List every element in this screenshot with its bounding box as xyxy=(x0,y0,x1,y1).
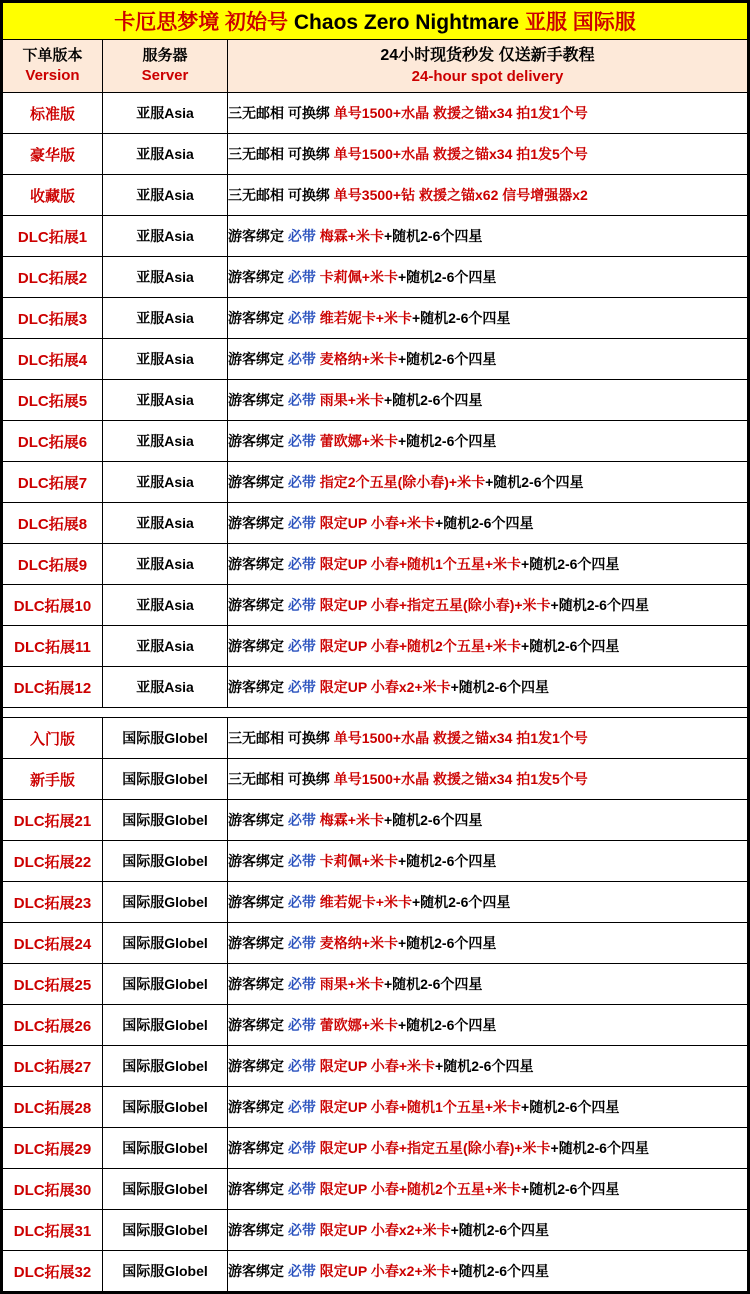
content-cell xyxy=(228,718,748,759)
version-cell[interactable]: DLC拓展27 xyxy=(3,1046,103,1087)
content-segment: +随机2-6个四星 xyxy=(521,1181,620,1197)
server-cell: 国际服Globel xyxy=(103,882,228,923)
content-segment: 限定UP 小春+指定五星(除小春)+米卡 xyxy=(319,1140,551,1156)
table-row[interactable] xyxy=(3,1251,748,1292)
content-cell xyxy=(228,882,748,923)
content-segment: +随机2-6个四星 xyxy=(383,812,483,828)
table-row[interactable] xyxy=(3,93,748,134)
version-cell[interactable]: 豪华版 xyxy=(3,134,103,175)
server-cell: 亚服Asia xyxy=(103,257,228,298)
server-cell: 国际服Globel xyxy=(103,1210,228,1251)
content-segment: 必带 xyxy=(287,433,320,449)
content-segment: 游客绑定 xyxy=(228,1263,288,1279)
server-cell: 国际服Globel xyxy=(103,1046,228,1087)
server-cell: 亚服Asia xyxy=(103,216,228,257)
version-cell[interactable]: DLC拓展25 xyxy=(3,964,103,1005)
version-cell[interactable]: DLC拓展4 xyxy=(3,339,103,380)
table-body xyxy=(3,3,748,1292)
content-cell xyxy=(228,216,748,257)
content-segment: 卡莉佩+米卡 xyxy=(319,853,398,869)
table-row[interactable] xyxy=(3,339,748,380)
content-segment: 限定UP 小春+米卡 xyxy=(319,1058,436,1074)
header-server-cell xyxy=(103,40,228,93)
version-cell[interactable]: DLC拓展10 xyxy=(3,585,103,626)
content-segment: 游客绑定 xyxy=(228,351,288,367)
table-row[interactable] xyxy=(3,1005,748,1046)
price-table xyxy=(2,2,748,1292)
content-segment: +随机2-6个四星 xyxy=(397,351,497,367)
content-segment: +随机2-6个四星 xyxy=(383,392,483,408)
content-segment: 必带 xyxy=(287,474,320,490)
content-segment: 单号1500+水晶 救援之锚x34 拍1发1个号 xyxy=(333,730,588,746)
version-cell[interactable]: DLC拓展9 xyxy=(3,544,103,585)
content-segment: 游客绑定 xyxy=(228,894,288,910)
content-segment: 游客绑定 xyxy=(228,1017,288,1033)
version-cell[interactable]: DLC拓展29 xyxy=(3,1128,103,1169)
content-cell xyxy=(228,841,748,882)
content-segment: 蕾欧娜+米卡 xyxy=(319,1017,398,1033)
content-segment: 蕾欧娜+米卡 xyxy=(319,433,398,449)
server-cell: 亚服Asia xyxy=(103,503,228,544)
table-row[interactable] xyxy=(3,964,748,1005)
content-segment: +随机2-6个四星 xyxy=(450,679,550,695)
content-segment: 梅霖+米卡 xyxy=(319,812,384,828)
content-segment: 必带 xyxy=(287,1058,320,1074)
column-header-row xyxy=(3,40,748,93)
version-cell[interactable]: 新手版 xyxy=(3,759,103,800)
content-cell xyxy=(228,257,748,298)
table-row[interactable] xyxy=(3,1210,748,1251)
content-segment: 限定UP 小春+随机1个五星+米卡 xyxy=(319,1099,522,1115)
server-cell: 亚服Asia xyxy=(103,298,228,339)
content-cell xyxy=(228,93,748,134)
content-segment: 限定UP 小春+随机1个五星+米卡 xyxy=(319,556,522,572)
table-row[interactable] xyxy=(3,718,748,759)
server-cell: 亚服Asia xyxy=(103,380,228,421)
content-segment: 必带 xyxy=(287,976,320,992)
header-main-cell xyxy=(228,40,748,93)
server-cell: 国际服Globel xyxy=(103,1128,228,1169)
table-row[interactable] xyxy=(3,841,748,882)
content-segment: 必带 xyxy=(287,556,320,572)
title-cn-right: 亚服 国际服 xyxy=(519,11,636,34)
content-segment: 单号1500+水晶 救援之锚x34 拍1发5个号 xyxy=(333,146,588,162)
version-cell[interactable]: 收藏版 xyxy=(3,175,103,216)
server-cell: 国际服Globel xyxy=(103,800,228,841)
content-cell xyxy=(228,923,748,964)
content-segment: 游客绑定 xyxy=(228,1181,288,1197)
table-row[interactable] xyxy=(3,585,748,626)
content-segment: 必带 xyxy=(287,1099,320,1115)
header-version-cn: 下单版本 xyxy=(22,46,83,64)
version-cell[interactable]: DLC拓展3 xyxy=(3,298,103,339)
title-en: Chaos Zero Nightmare xyxy=(293,11,520,34)
server-cell: 亚服Asia xyxy=(103,339,228,380)
content-segment: 限定UP 小春+米卡 xyxy=(319,515,436,531)
server-cell: 国际服Globel xyxy=(103,1087,228,1128)
content-segment: 雨果+米卡 xyxy=(319,976,384,992)
content-segment: 必带 xyxy=(287,1017,320,1033)
content-segment: 限定UP 小春x2+米卡 xyxy=(319,679,451,695)
content-segment: 三无邮相 可换绑 xyxy=(228,187,334,203)
content-cell xyxy=(228,462,748,503)
content-segment: +随机2-6个四星 xyxy=(397,433,497,449)
content-cell xyxy=(228,1251,748,1292)
server-cell: 国际服Globel xyxy=(103,1169,228,1210)
content-segment: 游客绑定 xyxy=(228,812,288,828)
content-segment: 单号1500+水晶 救援之锚x34 拍1发5个号 xyxy=(333,771,588,787)
content-cell xyxy=(228,626,748,667)
title-row xyxy=(3,3,748,40)
content-segment: 游客绑定 xyxy=(228,935,288,951)
server-cell: 亚服Asia xyxy=(103,134,228,175)
content-segment: 必带 xyxy=(287,812,320,828)
version-cell[interactable]: DLC拓展7 xyxy=(3,462,103,503)
content-segment: 游客绑定 xyxy=(228,638,288,654)
content-cell xyxy=(228,380,748,421)
content-segment: 麦格纳+米卡 xyxy=(319,351,398,367)
server-cell: 国际服Globel xyxy=(103,718,228,759)
content-cell xyxy=(228,585,748,626)
content-segment: +随机2-6个四星 xyxy=(397,853,497,869)
content-segment: 必带 xyxy=(287,1181,320,1197)
server-cell: 国际服Globel xyxy=(103,1251,228,1292)
section-spacer-row xyxy=(3,708,748,718)
content-cell xyxy=(228,800,748,841)
content-cell xyxy=(228,1087,748,1128)
page-title xyxy=(114,11,636,34)
table-row[interactable] xyxy=(3,1169,748,1210)
content-segment: 游客绑定 xyxy=(228,474,288,490)
content-segment: 维若妮卡+米卡 xyxy=(319,310,412,326)
content-segment: +随机2-6个四星 xyxy=(521,638,620,654)
content-segment: 维若妮卡+米卡 xyxy=(319,894,412,910)
content-segment: 麦格纳+米卡 xyxy=(319,935,398,951)
content-segment: 必带 xyxy=(287,310,320,326)
table-row[interactable] xyxy=(3,134,748,175)
header-version-en: Version xyxy=(25,67,80,84)
content-segment: +随机2-6个四星 xyxy=(435,1058,534,1074)
content-segment: 游客绑定 xyxy=(228,228,288,244)
version-cell[interactable]: DLC拓展24 xyxy=(3,923,103,964)
content-segment: 游客绑定 xyxy=(228,976,288,992)
content-segment: 必带 xyxy=(287,228,320,244)
version-cell[interactable]: 入门版 xyxy=(3,718,103,759)
content-segment: +随机2-6个四星 xyxy=(521,1099,620,1115)
version-cell[interactable]: DLC拓展21 xyxy=(3,800,103,841)
content-segment: 限定UP 小春x2+米卡 xyxy=(319,1263,451,1279)
content-segment: +随机2-6个四星 xyxy=(521,556,620,572)
table-row[interactable] xyxy=(3,667,748,708)
table-row[interactable] xyxy=(3,175,748,216)
content-segment: +随机2-6个四星 xyxy=(411,310,511,326)
version-cell[interactable]: DLC拓展22 xyxy=(3,841,103,882)
title-cn-left: 卡厄思梦境 初始号 xyxy=(114,11,294,34)
server-cell: 亚服Asia xyxy=(103,462,228,503)
table-row[interactable] xyxy=(3,800,748,841)
content-segment: 游客绑定 xyxy=(228,679,288,695)
version-cell[interactable]: DLC拓展5 xyxy=(3,380,103,421)
server-cell: 亚服Asia xyxy=(103,93,228,134)
version-cell[interactable]: DLC拓展2 xyxy=(3,257,103,298)
content-segment: +随机2-6个四星 xyxy=(550,1140,649,1156)
table-row[interactable] xyxy=(3,380,748,421)
table-row[interactable] xyxy=(3,1046,748,1087)
table-row[interactable] xyxy=(3,421,748,462)
content-segment: 游客绑定 xyxy=(228,1222,288,1238)
content-segment: +随机2-6个四星 xyxy=(485,474,584,490)
table-row[interactable] xyxy=(3,462,748,503)
table-row[interactable] xyxy=(3,1128,748,1169)
content-segment: 限定UP 小春x2+米卡 xyxy=(319,1222,451,1238)
content-segment: 必带 xyxy=(287,1222,320,1238)
server-cell: 国际服Globel xyxy=(103,1005,228,1046)
content-segment: 必带 xyxy=(287,638,320,654)
content-segment: 限定UP 小春+指定五星(除小春)+米卡 xyxy=(319,597,551,613)
content-segment: +随机2-6个四星 xyxy=(397,269,497,285)
server-cell: 国际服Globel xyxy=(103,759,228,800)
server-cell: 亚服Asia xyxy=(103,175,228,216)
content-segment: +随机2-6个四星 xyxy=(397,1017,497,1033)
section-spacer-cell xyxy=(3,708,748,718)
content-cell xyxy=(228,134,748,175)
content-segment: +随机2-6个四星 xyxy=(383,228,483,244)
version-cell[interactable]: DLC拓展1 xyxy=(3,216,103,257)
version-cell[interactable]: DLC拓展11 xyxy=(3,626,103,667)
content-cell xyxy=(228,175,748,216)
content-cell xyxy=(228,1005,748,1046)
content-segment: 游客绑定 xyxy=(228,597,288,613)
content-segment: 必带 xyxy=(287,935,320,951)
content-segment: 三无邮相 可换绑 xyxy=(228,730,334,746)
table-row[interactable] xyxy=(3,544,748,585)
table-row[interactable] xyxy=(3,923,748,964)
content-segment: +随机2-6个四星 xyxy=(450,1222,550,1238)
server-cell: 国际服Globel xyxy=(103,841,228,882)
content-segment: 三无邮相 可换绑 xyxy=(228,146,334,162)
content-segment: 游客绑定 xyxy=(228,1099,288,1115)
content-cell xyxy=(228,544,748,585)
header-main-en: 24-hour spot delivery xyxy=(411,67,564,85)
table-row[interactable] xyxy=(3,1087,748,1128)
content-cell xyxy=(228,1128,748,1169)
content-segment: 游客绑定 xyxy=(228,392,288,408)
content-segment: 三无邮相 可换绑 xyxy=(228,771,334,787)
content-segment: 必带 xyxy=(287,853,320,869)
server-cell: 国际服Globel xyxy=(103,964,228,1005)
content-cell xyxy=(228,667,748,708)
content-segment: 游客绑定 xyxy=(228,556,288,572)
content-segment: 游客绑定 xyxy=(228,433,288,449)
version-cell[interactable]: DLC拓展31 xyxy=(3,1210,103,1251)
version-cell[interactable]: DLC拓展26 xyxy=(3,1005,103,1046)
header-main-cn: 24小时现货秒发 仅送新手教程 xyxy=(380,47,595,65)
version-cell[interactable]: DLC拓展8 xyxy=(3,503,103,544)
content-cell xyxy=(228,339,748,380)
table-row[interactable] xyxy=(3,759,748,800)
content-segment: 三无邮相 可换绑 xyxy=(228,105,334,121)
content-segment: 限定UP 小春+随机2个五星+米卡 xyxy=(319,638,522,654)
content-segment: 必带 xyxy=(287,269,320,285)
content-segment: 游客绑定 xyxy=(228,269,288,285)
version-cell[interactable]: DLC拓展32 xyxy=(3,1251,103,1292)
header-server-cn: 服务器 xyxy=(142,46,188,64)
version-cell[interactable]: DLC拓展30 xyxy=(3,1169,103,1210)
content-segment: 卡莉佩+米卡 xyxy=(319,269,398,285)
server-cell: 亚服Asia xyxy=(103,667,228,708)
table-row[interactable] xyxy=(3,882,748,923)
server-cell: 亚服Asia xyxy=(103,585,228,626)
table-row[interactable] xyxy=(3,503,748,544)
content-cell xyxy=(228,1046,748,1087)
content-segment: 单号1500+水晶 救援之锚x34 拍1发1个号 xyxy=(333,105,588,121)
content-segment: +随机2-6个四星 xyxy=(411,894,511,910)
table-row[interactable] xyxy=(3,626,748,667)
version-cell[interactable]: DLC拓展23 xyxy=(3,882,103,923)
table-row[interactable] xyxy=(3,257,748,298)
version-cell[interactable]: DLC拓展12 xyxy=(3,667,103,708)
content-segment: 必带 xyxy=(287,515,320,531)
content-segment: 必带 xyxy=(287,597,320,613)
server-cell: 亚服Asia xyxy=(103,626,228,667)
version-cell[interactable]: DLC拓展6 xyxy=(3,421,103,462)
header-server-en: Server xyxy=(141,67,189,84)
content-segment: 限定UP 小春+随机2个五星+米卡 xyxy=(319,1181,522,1197)
content-segment: 必带 xyxy=(287,351,320,367)
content-segment: 雨果+米卡 xyxy=(319,392,384,408)
content-segment: 必带 xyxy=(287,894,320,910)
content-segment: +随机2-6个四星 xyxy=(383,976,483,992)
content-segment: 必带 xyxy=(287,1263,320,1279)
content-segment: +随机2-6个四星 xyxy=(397,935,497,951)
content-segment: +随机2-6个四星 xyxy=(435,515,534,531)
content-segment: 游客绑定 xyxy=(228,853,288,869)
content-segment: 必带 xyxy=(287,392,320,408)
content-segment: 单号3500+钻 救援之锚x62 信号增强器x2 xyxy=(333,187,588,203)
server-cell: 亚服Asia xyxy=(103,421,228,462)
content-cell xyxy=(228,759,748,800)
content-segment: 游客绑定 xyxy=(228,310,288,326)
content-segment: 必带 xyxy=(287,679,320,695)
content-segment: +随机2-6个四星 xyxy=(550,597,649,613)
content-segment: 指定2个五星(除小春)+米卡 xyxy=(319,474,486,490)
table-row[interactable] xyxy=(3,216,748,257)
content-segment: +随机2-6个四星 xyxy=(450,1263,550,1279)
content-segment: 游客绑定 xyxy=(228,515,288,531)
version-cell[interactable]: DLC拓展28 xyxy=(3,1087,103,1128)
content-segment: 游客绑定 xyxy=(228,1058,288,1074)
content-cell xyxy=(228,1169,748,1210)
content-cell xyxy=(228,964,748,1005)
content-segment: 游客绑定 xyxy=(228,1140,288,1156)
server-cell: 国际服Globel xyxy=(103,923,228,964)
table-row[interactable] xyxy=(3,298,748,339)
version-cell[interactable]: 标准版 xyxy=(3,93,103,134)
title-cell xyxy=(3,3,748,40)
header-version-cell xyxy=(3,40,103,93)
content-cell xyxy=(228,1210,748,1251)
content-segment: 梅霖+米卡 xyxy=(319,228,384,244)
content-cell xyxy=(228,421,748,462)
server-cell: 亚服Asia xyxy=(103,544,228,585)
content-cell xyxy=(228,503,748,544)
content-cell xyxy=(228,298,748,339)
content-segment: 必带 xyxy=(287,1140,320,1156)
